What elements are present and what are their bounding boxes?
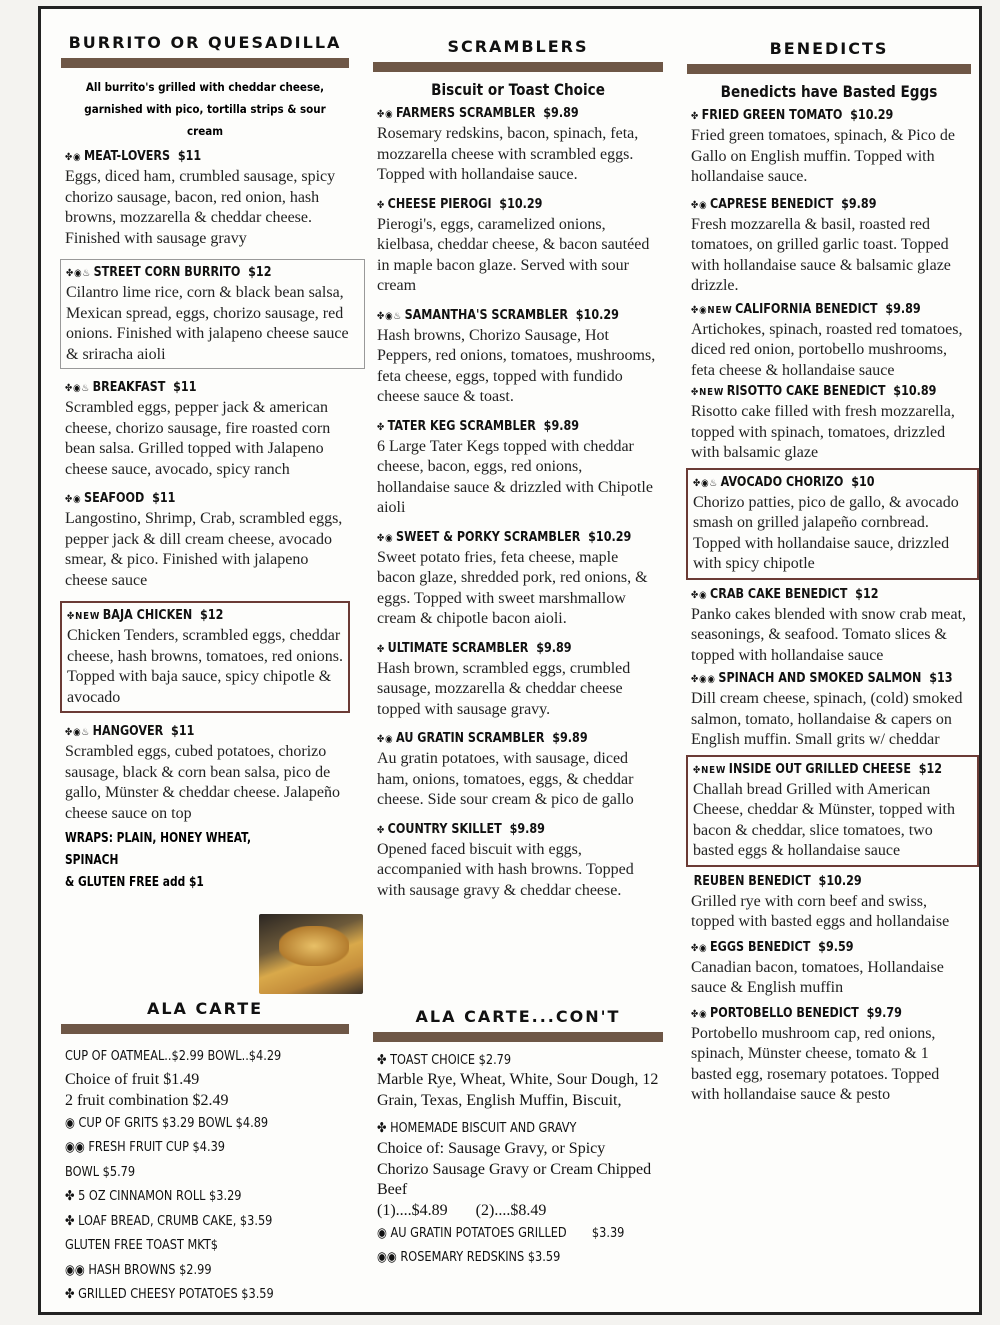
diet-icons: ✤◉: [377, 109, 394, 120]
diet-icons: ✤◉◉: [691, 674, 716, 685]
item-price: $11: [152, 491, 176, 506]
menu-item: [691, 383, 967, 464]
item-description: Challah bread Grilled with American Cheese, cheddar & Münster, topped with bacon & cheddar, slice tomatoes, two basted eggs & hollandaise sauce: [693, 780, 955, 859]
benedicts-subtitle: Benedicts have Basted Eggs: [720, 82, 938, 101]
diet-icons: ✤◉: [691, 589, 708, 601]
menu-item: [377, 105, 659, 186]
item-description: Fresh mozzarella & basil, roasted red tomatoes, on grilled garlic toast. Topped with hollandaise sauce & balsamic glaze drizzle.: [691, 215, 951, 294]
diet-icons: ✤: [691, 111, 700, 122]
item-name: SWEET & PORKY SCRAMBLER: [396, 529, 581, 545]
menu-item: [691, 1005, 967, 1106]
item-price: $11: [173, 380, 197, 395]
item-name: CHEESE PIEROGI: [387, 196, 492, 212]
item-name: FARMERS SCRAMBLER: [396, 106, 536, 121]
menu-item: [377, 640, 659, 721]
item-price: $10.29: [575, 307, 619, 323]
item-price: $12: [855, 586, 879, 602]
item-description: Opened faced biscuit with eggs, accompanied with hash browns. Topped with sausage gravy & cheddar cheese.: [377, 840, 634, 899]
item-price: $13: [929, 671, 953, 686]
item-name: COUNTRY SKILLET: [387, 821, 502, 837]
benedicts-section-title: BENEDICTS: [769, 39, 889, 58]
diet-icons: ✤NEW: [693, 764, 727, 776]
menu-item: [686, 755, 979, 867]
burrito-section-title: BURRITO OR QUESADILLA: [68, 33, 342, 52]
item-price: $9.89: [841, 196, 877, 212]
benedicts-column: [691, 9, 967, 1116]
diet-icons: ✤: [377, 824, 386, 836]
item-description: Risotto cake filled with fresh mozzarella, topped with spinach, tomatoes, drizzled with balsamic glaze: [691, 403, 955, 461]
item-name: ULTIMATE SCRAMBLER: [387, 640, 529, 656]
item-description: Cilantro lime rice, corn & black bean salsa, Mexican spread, eggs, chorizo sausage, red onions. Finished with jalapeno cheese sauce & sriracha aioli: [66, 284, 349, 363]
item-description: Chicken Tenders, scrambled eggs, cheddar cheese, hash browns, tomatoes, red onions. Topped with baja sauce, spicy chipotle & avocado: [67, 627, 343, 706]
item-price: $9.89: [543, 418, 580, 434]
menu-item: [65, 379, 345, 480]
item-description: Fried green tomatoes, spinach, & Pico de Gallo on English muffin. Topped with hollandaise sauce.: [691, 127, 955, 185]
item-price: $12: [200, 608, 224, 623]
item-name: STREET CORN BURRITO: [93, 265, 241, 280]
ala-carte-cont-title: ALA CARTE...CON'T: [415, 1007, 621, 1026]
item-price: $12: [248, 265, 272, 280]
item-name: REUBEN BENEDICT: [693, 873, 811, 889]
scramblers-section-title: SCRAMBLERS: [447, 37, 589, 56]
menu-item: [377, 418, 659, 519]
ala-carte-title: ALA CARTE: [146, 999, 264, 1018]
menu-item: [377, 307, 659, 408]
item-description: Hash browns, Chorizo Sausage, Hot Peppers, red onions, tomatoes, mushrooms, feta cheese, eggs, topped with fundido cheese sauce & toast.: [377, 326, 656, 405]
item-price: $9.89: [885, 301, 921, 317]
item-name: CAPRESE BENEDICT: [710, 196, 834, 212]
diet-icons: ✤◉♨: [65, 727, 91, 738]
item-price: $9.89: [543, 106, 579, 121]
diet-icons: ✤NEW: [67, 611, 101, 622]
item-description: Langostino, Shrimp, Crab, scrambled eggs, pepper jack & dill cream cheese, avocado smear, & pico. Finished with jalapeno cheese sauce: [65, 510, 343, 589]
item-name: AVOCADO CHORIZO: [720, 474, 844, 490]
item-name: TATER KEG SCRAMBLER: [387, 418, 536, 434]
diet-icons: ✤◉♨: [65, 383, 91, 394]
item-name: PORTOBELLO BENEDICT: [710, 1005, 859, 1021]
item-price: $10.29: [818, 873, 862, 889]
item-name: CALIFORNIA BENEDICT: [735, 301, 878, 317]
item-name: SAMANTHA'S SCRAMBLER: [404, 307, 568, 323]
item-price: $12: [918, 761, 943, 777]
menu-item: [65, 148, 345, 249]
item-name: MEAT-LOVERS: [84, 149, 171, 164]
item-description: Hash brown, scrambled eggs, crumbled sausage, mozzarella & cheddar cheese topped with sausage gravy.: [377, 659, 631, 718]
diet-icons: ✤◉: [377, 734, 394, 745]
item-description: Panko cakes blended with snow crab meat, seasonings, & seafood. Tomato slices & topped with hollandaise sauce: [691, 605, 967, 664]
menu-item: [691, 301, 967, 382]
item-price: $11: [171, 724, 195, 739]
wraps-note: WRAPS: PLAIN, HONEY WHEAT, SPINACH & GLUTEN FREE add $1: [65, 831, 251, 890]
ala-carte-cont-section: ALA CARTE...CON'T ✤ TOAST CHOICE $2.79 Marble Rye, Wheat, White, Sour Dough, 12 Grain, Texas, English Muffin, Biscuit, ✤ HOMEMADE BISCUIT AND GRAVY Choice of: Sausage Gravy, or Spicy Chorizo Sausage Gravy or Cream Chipped Beef (1)....$4.89 (2)....$8.49 ◉ AU GRATIN POTATOES GRILLED $3.39 ◉◉ ROSEMARY REDSKINS $3.59: [377, 999, 659, 1269]
item-name: INSIDE OUT GRILLED CHEESE: [728, 761, 911, 777]
item-name: SPINACH AND SMOKED SALMON: [718, 671, 922, 686]
diet-icons: ✤◉♨: [66, 268, 92, 279]
item-description: Rosemary redskins, bacon, spinach, feta, mozzarella cheese with scrambled eggs. Topped with hollandaise sauce.: [377, 125, 639, 183]
menu-item: [377, 730, 659, 811]
item-description: Pierogi's, eggs, caramelized onions, kielbasa, cheddar cheese, & bacon sautéed in maple bacon glaze. Served with sour cream: [377, 215, 650, 294]
menu-item: [65, 490, 345, 591]
menu-item: [691, 107, 967, 188]
item-description: Eggs, diced ham, crumbled sausage, spicy chorizo sausage, bacon, red onion, hash browns, mozzarella & cheddar cheese. Finished with sausage gravy: [65, 168, 336, 247]
item-description: Canadian bacon, tomatoes, Hollandaise sauce & English muffin: [691, 958, 944, 996]
item-name: HANGOVER: [92, 724, 164, 739]
burrito-column: [65, 9, 349, 894]
menu-item: [691, 670, 967, 751]
menu-item: [65, 723, 345, 824]
section-divider: [61, 1024, 349, 1034]
menu-page: [38, 6, 982, 1315]
item-price: $10.29: [499, 196, 543, 212]
diet-icons: ✤: [377, 643, 386, 655]
menu-item: [377, 196, 659, 297]
diet-icons: ✤◉: [65, 152, 82, 163]
item-name: FRIED GREEN TOMATO: [701, 108, 843, 123]
menu-item: [691, 586, 967, 667]
item-price: $11: [177, 149, 202, 164]
diet-icons: ✤: [377, 199, 386, 211]
menu-item: [60, 601, 350, 713]
diet-icons: ✤◉: [691, 1008, 708, 1020]
item-price: $9.59: [818, 939, 854, 955]
item-description: Chorizo patties, pico de gallo, & avocado smash on grilled jalapeño cornbread. Topped with hollandaise sauce, drizzled with spicy chipotle: [693, 493, 959, 572]
item-description: Au gratin potatoes, with sausage, diced ham, onions, tomatoes, eggs, & cheddar cheese. Side sour cream & pico de gallo: [377, 750, 634, 808]
item-price: $10: [851, 474, 875, 490]
menu-item: [686, 468, 979, 580]
item-description: Grilled rye with corn beef and swiss, topped with basted eggs and hollandaise: [691, 892, 950, 930]
section-divider: [61, 58, 349, 68]
item-name: BAJA CHICKEN: [102, 608, 193, 623]
item-price: $10.29: [588, 529, 632, 545]
diet-icons: ✤◉: [691, 199, 708, 211]
diet-icons: ✤: [377, 421, 386, 433]
diet-icons: ✤◉♨: [377, 310, 403, 322]
item-description: Sweet potato fries, feta cheese, maple bacon glaze, shredded pork, red onions, & eggs. Topped with sweet marshmallow cream & chipotle bacon aioli.: [377, 548, 648, 627]
item-name: RISOTTO CAKE BENEDICT: [726, 384, 886, 399]
biscuit-prices: (1)....$4.89 (2)....$8.49: [377, 1201, 547, 1219]
menu-item: [377, 529, 659, 630]
item-description: Scrambled eggs, cubed potatoes, chorizo sausage, black & corn bean salsa, pico de gallo, Münster & cheddar cheese. Jalapeño cheese sauce on top: [65, 743, 341, 822]
diet-icons: ✤◉: [691, 942, 708, 954]
item-price: $9.89: [509, 821, 545, 837]
item-name: EGGS BENEDICT: [710, 939, 811, 955]
scramblers-column: [377, 9, 659, 911]
menu-item: [691, 939, 967, 999]
diet-icons: ✤NEW: [691, 387, 725, 398]
menu-item: [691, 196, 967, 297]
au-gratin-line: ◉ AU GRATIN POTATOES GRILLED $3.39: [377, 1225, 625, 1241]
item-description: Artichokes, spinach, roasted red tomatoes, diced red onion, portobello mushrooms, feta cheese & hollandaise sauce: [691, 320, 963, 379]
diet-icons: ✤◉: [65, 494, 82, 505]
item-name: AU GRATIN SCRAMBLER: [396, 731, 545, 746]
section-divider: [373, 62, 663, 72]
section-divider: [687, 64, 971, 74]
quesadilla-photo: [259, 914, 363, 994]
menu-item: [377, 821, 659, 902]
scramblers-subtitle: Biscuit or Toast Choice: [431, 80, 605, 99]
item-description: Dill cream cheese, spinach, (cold) smoked salmon, tomato, hollandaise & capers on English muffin. Small grits w/ cheddar: [691, 690, 963, 748]
diet-icons: ✤◉: [377, 532, 394, 544]
burrito-intro: All burrito's grilled with cheddar cheese, garnished with pico, tortilla strips & sour cream: [84, 80, 326, 138]
item-price: $10.29: [850, 108, 894, 123]
item-price: $10.89: [893, 384, 937, 399]
item-description: 6 Large Tater Kegs topped with cheddar cheese, bacon, eggs, red onions, hollandaise sauce & drizzled with Chipotle aioli: [377, 437, 653, 516]
item-description: Scrambled eggs, pepper jack & american cheese, chorizo sausage, fire roasted corn bean salsa. Grilled topped with Jalapeno cheese sauce, avocado, spicy ranch: [65, 399, 331, 478]
section-divider: [373, 1032, 663, 1042]
item-price: $9.89: [536, 640, 572, 656]
item-name: SEAFOOD: [84, 491, 145, 506]
item-price: $9.89: [552, 731, 588, 746]
diet-icons: ✤◉♨: [693, 477, 719, 489]
item-name: BREAKFAST: [92, 380, 166, 395]
menu-item: [691, 873, 967, 933]
ala-carte-section: ALA CARTE CUP OF OATMEAL..$2.99 BOWL..$4.29 Choice of fruit $1.49 2 fruit combination $2.49 ◉ CUP OF GRITS $3.29 BOWL $4.89 ◉◉ FRESH FRUIT CUP $4.39 BOWL $5.79 ✤ 5 OZ CINNAMON ROLL $3.29 ✤ LOAF BREAD, CRUMB CAKE, $3.59 GLUTEN FREE TOAST MKT$ ◉◉ HASH BROWNS $2.99 ✤ GRILLED CHEESY POTATOES $3.59: [65, 991, 345, 1307]
menu-item: [60, 259, 365, 369]
item-description: Portobello mushroom cap, red onions, spinach, Münster cheese, tomato & 1 basted egg, rosemary potatoes. Topped with hollandaise sauce & pesto: [691, 1024, 940, 1103]
item-price: $9.79: [866, 1005, 902, 1021]
diet-icons: ✤◉NEW: [691, 304, 733, 316]
item-name: CRAB CAKE BENEDICT: [710, 586, 848, 602]
